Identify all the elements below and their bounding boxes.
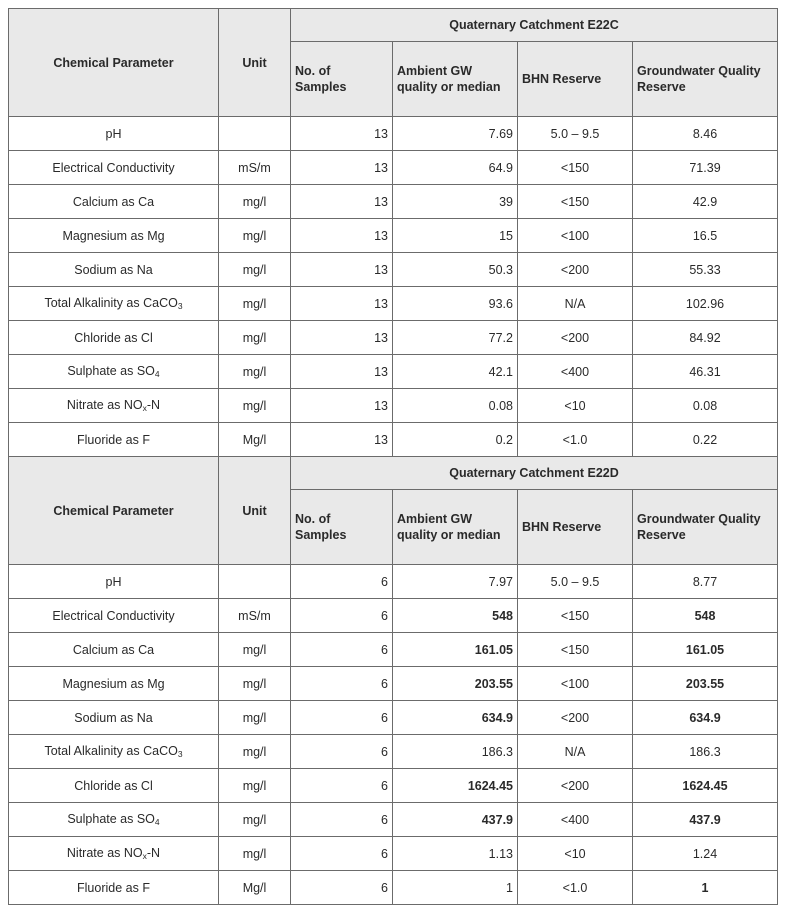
samples-header: No. of Samples: [291, 42, 393, 117]
table-row: [9, 565, 778, 599]
bhn-cell: <200: [518, 321, 633, 355]
unit-cell: mg/l: [219, 185, 291, 219]
gwqr-cell: 84.92: [633, 321, 778, 355]
table-row: [9, 151, 778, 185]
unit-cell: mg/l: [219, 253, 291, 287]
unit-header: Unit: [219, 9, 291, 117]
gwqr-cell: 42.9: [633, 185, 778, 219]
param-cell: Calcium as Ca: [9, 185, 219, 219]
param-cell: Sodium as Na: [9, 701, 219, 735]
ambient-cell: 93.6: [393, 287, 518, 321]
bhn-cell: <150: [518, 185, 633, 219]
bhn-cell: <150: [518, 633, 633, 667]
param-header: Chemical Parameter: [9, 457, 219, 565]
ambient-cell: 42.1: [393, 355, 518, 389]
param-cell: Electrical Conductivity: [9, 599, 219, 633]
unit-cell: mg/l: [219, 701, 291, 735]
samples-cell: 13: [291, 423, 393, 457]
samples-cell: 6: [291, 667, 393, 701]
unit-cell: mS/m: [219, 599, 291, 633]
ambient-cell: 7.69: [393, 117, 518, 151]
unit-cell: [219, 565, 291, 599]
bhn-cell: <200: [518, 253, 633, 287]
ambient-header: Ambient GW quality or median: [393, 490, 518, 565]
param-cell: Fluoride as F: [9, 423, 219, 457]
bhn-cell: <1.0: [518, 871, 633, 905]
gwqr-cell: 161.05: [633, 633, 778, 667]
ambient-cell: 203.55: [393, 667, 518, 701]
table-row: [9, 117, 778, 151]
table-row: [9, 389, 778, 423]
unit-cell: mg/l: [219, 287, 291, 321]
gwqr-cell: 1.24: [633, 837, 778, 871]
gwqr-cell: 1: [633, 871, 778, 905]
samples-cell: 6: [291, 803, 393, 837]
param-cell: Chloride as Cl: [9, 321, 219, 355]
ambient-cell: 77.2: [393, 321, 518, 355]
unit-cell: mg/l: [219, 667, 291, 701]
ambient-cell: 1: [393, 871, 518, 905]
samples-cell: 13: [291, 151, 393, 185]
ambient-cell: 161.05: [393, 633, 518, 667]
table-row: [9, 837, 778, 871]
ambient-cell: 548: [393, 599, 518, 633]
param-cell: Sulphate as SO4: [9, 803, 219, 837]
section-e22c: [9, 9, 778, 457]
gwqr-cell: 0.08: [633, 389, 778, 423]
samples-cell: 13: [291, 185, 393, 219]
samples-cell: 13: [291, 219, 393, 253]
ambient-cell: 7.97: [393, 565, 518, 599]
gwqr-cell: 102.96: [633, 287, 778, 321]
samples-cell: 6: [291, 565, 393, 599]
unit-cell: mS/m: [219, 151, 291, 185]
gwqr-cell: 8.46: [633, 117, 778, 151]
param-cell: Sulphate as SO4: [9, 355, 219, 389]
bhn-header: BHN Reserve: [518, 42, 633, 117]
param-cell: Magnesium as Mg: [9, 667, 219, 701]
bhn-cell: <200: [518, 701, 633, 735]
samples-cell: 6: [291, 633, 393, 667]
param-header: Chemical Parameter: [9, 9, 219, 117]
ambient-cell: 15: [393, 219, 518, 253]
param-cell: Fluoride as F: [9, 871, 219, 905]
bhn-cell: 5.0 – 9.5: [518, 565, 633, 599]
gwqr-cell: 548: [633, 599, 778, 633]
bhn-cell: <150: [518, 599, 633, 633]
table-row: [9, 735, 778, 769]
gwqr-cell: 16.5: [633, 219, 778, 253]
param-cell: Total Alkalinity as CaCO3: [9, 287, 219, 321]
ambient-cell: 437.9: [393, 803, 518, 837]
ambient-cell: 1624.45: [393, 769, 518, 803]
param-cell: Electrical Conductivity: [9, 151, 219, 185]
param-cell: Calcium as Ca: [9, 633, 219, 667]
gwqr-cell: 634.9: [633, 701, 778, 735]
param-cell: Nitrate as NOx-N: [9, 837, 219, 871]
ambient-cell: 0.08: [393, 389, 518, 423]
unit-cell: mg/l: [219, 803, 291, 837]
gwqr-cell: 71.39: [633, 151, 778, 185]
samples-cell: 6: [291, 769, 393, 803]
samples-cell: 13: [291, 389, 393, 423]
param-cell: pH: [9, 565, 219, 599]
table-row: [9, 871, 778, 905]
bhn-header: BHN Reserve: [518, 490, 633, 565]
samples-cell: 6: [291, 871, 393, 905]
bhn-cell: <1.0: [518, 423, 633, 457]
bhn-cell: <10: [518, 837, 633, 871]
table-row: [9, 769, 778, 803]
table-row: [9, 423, 778, 457]
gwqr-cell: 0.22: [633, 423, 778, 457]
bhn-cell: <200: [518, 769, 633, 803]
samples-cell: 6: [291, 735, 393, 769]
samples-cell: 13: [291, 355, 393, 389]
table-row: [9, 287, 778, 321]
ambient-cell: 634.9: [393, 701, 518, 735]
unit-cell: [219, 117, 291, 151]
param-cell: Nitrate as NOx-N: [9, 389, 219, 423]
table-row: [9, 701, 778, 735]
param-cell: Total Alkalinity as CaCO3: [9, 735, 219, 769]
ambient-cell: 1.13: [393, 837, 518, 871]
bhn-cell: <10: [518, 389, 633, 423]
unit-header: Unit: [219, 457, 291, 565]
unit-cell: mg/l: [219, 633, 291, 667]
bhn-cell: N/A: [518, 287, 633, 321]
table-row: [9, 185, 778, 219]
unit-cell: mg/l: [219, 321, 291, 355]
table-row: [9, 633, 778, 667]
bhn-cell: <400: [518, 355, 633, 389]
bhn-cell: N/A: [518, 735, 633, 769]
samples-cell: 13: [291, 253, 393, 287]
ambient-cell: 64.9: [393, 151, 518, 185]
table-row: [9, 599, 778, 633]
ambient-cell: 50.3: [393, 253, 518, 287]
unit-cell: Mg/l: [219, 423, 291, 457]
table-row: [9, 321, 778, 355]
gwqr-cell: 8.77: [633, 565, 778, 599]
ambient-cell: 0.2: [393, 423, 518, 457]
table-row: [9, 667, 778, 701]
unit-cell: mg/l: [219, 355, 291, 389]
samples-header: No. of Samples: [291, 490, 393, 565]
ambient-header: Ambient GW quality or median: [393, 42, 518, 117]
catchment-title: Quaternary Catchment E22D: [291, 457, 778, 490]
gwqr-cell: 55.33: [633, 253, 778, 287]
bhn-cell: <400: [518, 803, 633, 837]
groundwater-quality-table: [8, 8, 778, 905]
catchment-title: Quaternary Catchment E22C: [291, 9, 778, 42]
param-cell: Sodium as Na: [9, 253, 219, 287]
bhn-cell: 5.0 – 9.5: [518, 117, 633, 151]
unit-cell: mg/l: [219, 837, 291, 871]
gwqr-cell: 437.9: [633, 803, 778, 837]
gwqr-cell: 203.55: [633, 667, 778, 701]
samples-cell: 6: [291, 837, 393, 871]
unit-cell: Mg/l: [219, 871, 291, 905]
table-row: [9, 219, 778, 253]
unit-cell: mg/l: [219, 389, 291, 423]
samples-cell: 13: [291, 321, 393, 355]
samples-cell: 6: [291, 701, 393, 735]
gwqr-cell: 186.3: [633, 735, 778, 769]
param-cell: Magnesium as Mg: [9, 219, 219, 253]
bhn-cell: <100: [518, 667, 633, 701]
param-cell: pH: [9, 117, 219, 151]
table-row: [9, 253, 778, 287]
table-row: [9, 355, 778, 389]
gwqr-header: Groundwater Quality Reserve: [633, 42, 778, 117]
table-row: [9, 803, 778, 837]
gwqr-cell: 1624.45: [633, 769, 778, 803]
samples-cell: 13: [291, 117, 393, 151]
bhn-cell: <150: [518, 151, 633, 185]
bhn-cell: <100: [518, 219, 633, 253]
ambient-cell: 39: [393, 185, 518, 219]
unit-cell: mg/l: [219, 769, 291, 803]
gwqr-cell: 46.31: [633, 355, 778, 389]
ambient-cell: 186.3: [393, 735, 518, 769]
samples-cell: 6: [291, 599, 393, 633]
gwqr-header: Groundwater Quality Reserve: [633, 490, 778, 565]
param-cell: Chloride as Cl: [9, 769, 219, 803]
samples-cell: 13: [291, 287, 393, 321]
section-e22d: [9, 457, 778, 905]
unit-cell: mg/l: [219, 219, 291, 253]
unit-cell: mg/l: [219, 735, 291, 769]
